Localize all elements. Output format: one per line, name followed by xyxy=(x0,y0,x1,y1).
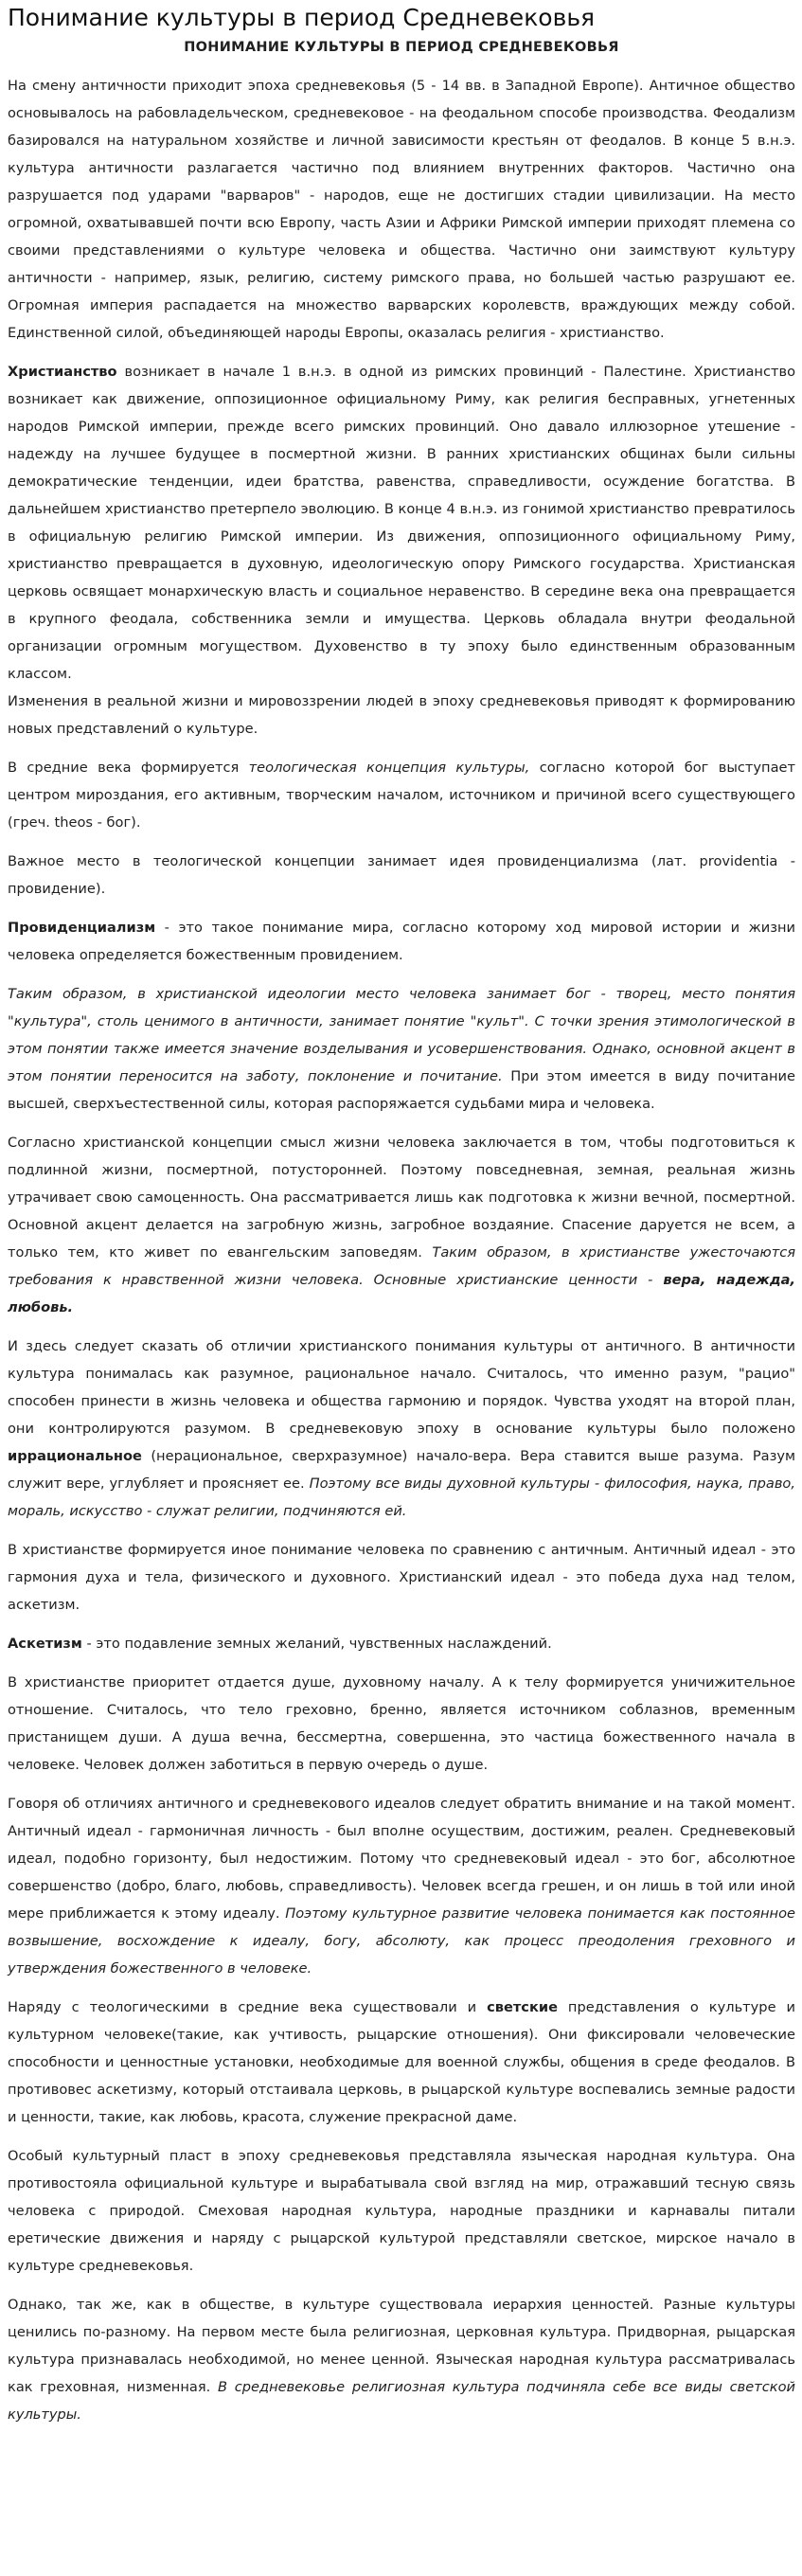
text-run: - это подавление земных желаний, чувственных наслаждений. xyxy=(81,1636,552,1652)
paragraph xyxy=(8,754,795,836)
paragraph xyxy=(8,72,795,347)
paragraph xyxy=(8,358,795,688)
paragraph xyxy=(8,914,795,969)
text-run: Особый культурный пласт в эпоху средневековья представляла языческая народная культура. Она противостояла официальной культуре и вырабатывала свой взгляд на мир, отражавший тесную связь человека с природой. Смеховая народная культура, народные праздники и карнавалы питали еретические движения и наряду с рыцарской культурой представляли светское, мирское начало в культуре средневековья. xyxy=(8,2148,795,2274)
paragraph xyxy=(8,1669,795,1779)
paragraph xyxy=(8,1536,795,1619)
paragraph xyxy=(8,1630,795,1657)
paragraph xyxy=(8,2142,795,2280)
paragraph xyxy=(8,848,795,903)
text-run: Важное место в теологической концепции занимает идея провиденциализма (лат. providentia - провидение). xyxy=(8,853,795,897)
italic-text: Таким образом, в христианской идеологии место человека занимает бог - творец, место понятия "культура", столь ценимого в античности, занимает понятие "культ". С точки зрения этимологической в этом понятии также имеется значение возделывания и усовершенствования. Однако, основной акцент в этом понятии переносится на заботу, поклонение и почитание. xyxy=(8,986,795,1084)
italic-text: Таким образом, в христианстве ужесточаются требования к нравственной жизни человека. Основные христианские ценности - xyxy=(8,1244,795,1288)
text-run: И здесь следует сказать об отличии христианского понимания культуры от античного. В античности культура понималась как разумное, рациональное начало. Считалось, что именно разум, "рацио" способен принести в жизнь человека и общества гармонию и порядок. Чувства уходят на второй план, они контролируются разумом. В средневековую эпоху в основание культуры было положено xyxy=(8,1338,795,1437)
text-run: согласно которой бог выступает центром мироздания, его активным, творческим началом, источником и причиной всего существующего (греч. theos - бог). xyxy=(8,760,795,831)
text-run: В христианстве приоритет отдается душе, духовному началу. А к телу формируется уничижительное отношение. Считалось, что тело греховно, бренно, является источником соблазнов, временным пристанищем души. А душа вечна, бессмертна, совершенна, это частица божественного начала в человеке. Человек должен заботиться в первую очередь о душе. xyxy=(8,1674,795,1773)
italic-text: В средневековье религиозная культура подчиняла себе все виды светской культуры. xyxy=(8,2379,795,2423)
bold-term: светские xyxy=(487,1999,558,2015)
paragraph xyxy=(8,980,795,1118)
text-run: возникает в начале 1 в.н.э. в одной из римских провинций - Палестине. Христианство возникает как движение, оппозиционное официальному Риму, как религия бесправных, угнетенных народов Римской империи, прежде всего римских провинций. Оно давало иллюзорное утешение - надежду на лучшее будущее в посмертной жизни. В ранних христианских общинах были сильны демократические тенденции, идеи братства, равенства, справедливости, осуждение богатства. В дальнейшем христианство претерпело эволюцию. В конце 4 в.н.э. из гонимой христианство превратилось в официальную религию Римской империи. Из движения, оппозиционного официальному Риму, христианство превращается в духовную, идеологическую опору Римского государства. Христианская церковь освящает монархическую власть и социальное неравенство. В середине века она превращается в крупного феодала, собственника земли и имущества. Церковь обладала внутри феодальной организации огромным могуществом. Духовенство в ту эпоху было единственным образованным классом. xyxy=(8,364,795,682)
text-run: Однако, так же, как в обществе, в культуре существовала иерархия ценностей. Разные культуры ценились по-разному. На первом месте была религиозная, церковная культура. Придворная, рыцарская культура признавалась необходимой, но менее ценной. Языческая народная культура рассматривалась как греховная, низменная. xyxy=(8,2297,795,2395)
italic-text: теологическая концепция культуры, xyxy=(248,760,530,776)
page-title: Понимание культуры в период Средневековья xyxy=(8,4,596,31)
paragraph xyxy=(8,1333,795,1525)
paragraph xyxy=(8,1790,795,1982)
italic-text: Поэтому все виды духовной культуры - философия, наука, право, мораль, искусство - служат религии, подчиняются ей. xyxy=(8,1476,795,1519)
paragraph xyxy=(8,1994,795,2131)
paragraph xyxy=(8,688,795,742)
text-run: В христианстве формируется иное понимание человека по сравнению с античным. Античный идеал - это гармония духа и тела, физического и духовного. Христианский идеал - это победа духа над телом, аскетизм. xyxy=(8,1542,795,1613)
text-run: представления о культуре и культурном человеке(такие, как учтивость, рыцарские отношения). Они фиксировали человеческие способности и ценностные установки, необходимые для военной службы, общения в среде феодалов. В противовес аскетизму, который отстаивала церковь, в рыцарской культуре воспевались земные радости и ценности, такие, как любовь, красота, служение прекрасной даме. xyxy=(8,1999,795,2125)
text-run: Наряду с теологическими в средние века существовали и xyxy=(8,1999,488,2015)
bold-italic-text: вера, надежда, любовь. xyxy=(8,1272,795,1315)
bold-term: Аскетизм xyxy=(8,1636,82,1652)
text-run: (нерациональное, сверхразумное) начало-вера. Вера ставится выше разума. Разум служит вере, углубляет и проясняет ее. xyxy=(8,1448,795,1492)
section-heading: ПОНИМАНИЕ КУЛЬТУРЫ В ПЕРИОД СРЕДНЕВЕКОВЬЯ xyxy=(184,40,619,55)
text-run: При этом имеется в виду почитание высшей, сверхъестественной силы, которая распоряжается судьбами мира и человека. xyxy=(8,1068,796,1112)
italic-text: Поэтому культурное развитие человека понимается как постоянное возвышение, восхождение к идеалу, богу, абсолюту, как процесс преодоления греховного и утверждения божественного в человеке. xyxy=(8,1905,795,1977)
text-run: На смену античности приходит эпоха средневековья (5 - 14 вв. в Западной Европе). Античное общество основывалось на рабовладельческом, средневековое - на феодальном способе производства. Феодализм базировался на натуральном хозяйстве и личной зависимости крестьян от феодалов. В конце 5 в.н.э. культура античности разлагается частично под влиянием внутренних факторов. Частично она разрушается под ударами "варваров" - народов, еще не достигших стадии цивилизации. На место огромной, охватывавшей почти всю Европу, часть Азии и Африки Римской империи приходят племена со своими представлениями о культуре человека и общества. Частично они заимствуют культуру античности - например, язык, религию, систему римского права, но большей частью разрушают ее. Огромная империя распадается на множество варварских королевств, враждующих между собой. Единственной силой, объединяющей народы Европы, оказалась религия - христианство. xyxy=(8,78,795,341)
article-body xyxy=(8,72,795,2428)
bold-term: Христианство xyxy=(8,364,117,380)
paragraph xyxy=(8,2291,795,2428)
text-run: В средние века формируется xyxy=(8,760,249,776)
text-run: - это такое понимание мира, согласно которому ход мировой истории и жизни человека определяется божественным провидением. xyxy=(8,920,795,963)
bold-term: иррациональное xyxy=(8,1448,142,1464)
bold-term: Провиденциализм xyxy=(8,920,156,936)
paragraph xyxy=(8,1129,795,1321)
text-run: Изменения в реальной жизни и мировоззрении людей в эпоху средневековья приводят к формированию новых представлений о культуре. xyxy=(8,693,795,737)
text-run: Согласно христианской концепции смысл жизни человека заключается в том, чтобы подготовиться к подлинной жизни, посмертной, потусторонней. Поэтому повседневная, земная, реальная жизнь утрачивает свою самоценность. Она рассматривается лишь как подготовка к жизни вечной, посмертной. Основной акцент делается на загробную жизнь, загробное воздаяние. Спасение даруется не всем, а только тем, кто живет по евангельским заповедям. xyxy=(8,1135,795,1261)
text-run: Говоря об отличиях античного и средневекового идеалов следует обратить внимание и на такой момент. Античный идеал - гармоничная личность - был вполне осуществим, достижим, реален. Средневековый идеал, подобно горизонту, был недостижим. Потому что средневековый идеал - это бог, абсолютное совершенство (добро, благо, любовь, справедливость). Человек всегда грешен, и он лишь в той или иной мере приближается к этому идеалу. xyxy=(8,1796,795,1922)
